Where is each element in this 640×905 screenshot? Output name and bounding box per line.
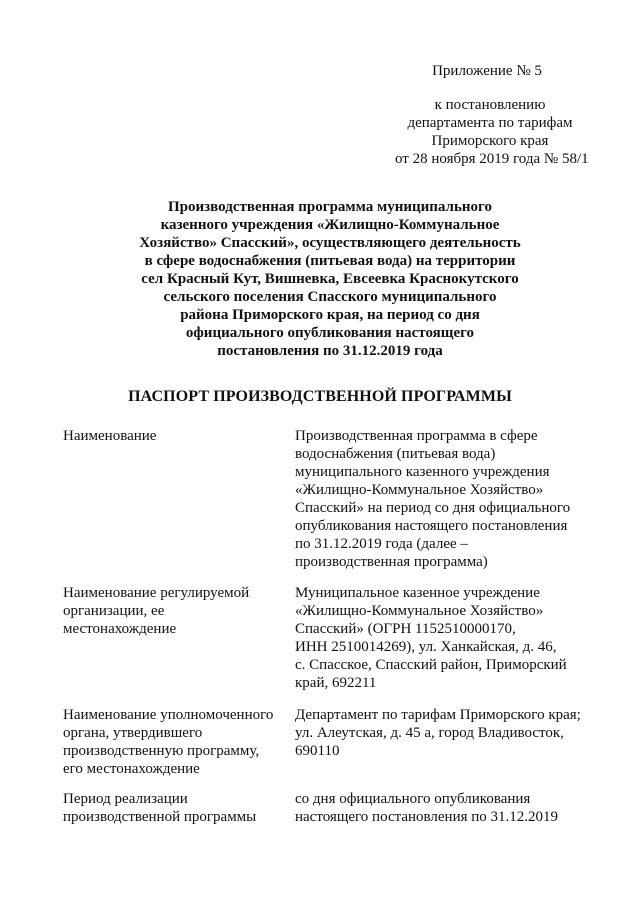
value-line: муниципального казенного учреждения xyxy=(295,464,550,480)
value-line: со дня официального опубликования xyxy=(295,791,531,807)
value-line: «Жилищно-Коммунальное Хозяйство» xyxy=(295,482,544,498)
annex-line: от 28 ноября 2019 года № 58/1 xyxy=(395,151,589,167)
value-line: 690110 xyxy=(295,743,340,759)
value-line: ул. Алеутская, д. 45 а, город Владивосток, xyxy=(295,725,564,741)
label-line: производственной программы xyxy=(63,809,257,825)
value-line: ИНН 2510014269), ул. Ханкайская, д. 46, xyxy=(295,639,557,655)
row-value xyxy=(295,427,585,571)
heading-line: официального опубликования настоящего xyxy=(185,325,475,341)
annex-line: Приморского края xyxy=(431,133,549,149)
value-line: производственная программа) xyxy=(295,554,488,570)
annex-line: к постановлению xyxy=(434,97,546,113)
value-line: с. Спасское, Спасский район, Приморский xyxy=(295,657,567,673)
annex-block xyxy=(395,62,589,168)
label-line: Наименование уполномоченного xyxy=(63,707,274,723)
label-line: Наименование регулируемой xyxy=(63,585,250,601)
heading-line: постановления по 31.12.2019 года xyxy=(217,343,443,359)
passport-title: ПАСПОРТ ПРОИЗВОДСТВЕННОЙ ПРОГРАММЫ xyxy=(128,388,512,405)
row-label xyxy=(63,790,285,826)
value-line: по 31.12.2019 года (далее – xyxy=(295,536,468,552)
row-label xyxy=(63,584,285,638)
heading-line: сел Красный Кут, Вишневка, Евсеевка Краснокутского xyxy=(141,271,519,287)
label-line: производственную программу, xyxy=(63,743,260,759)
value-line: край, 692211 xyxy=(295,675,377,691)
value-line: водоснабжения (питьевая вода) xyxy=(295,446,496,462)
value-line: Спасский» на период со дня официального xyxy=(295,500,571,516)
value-line: опубликования настоящего постановления xyxy=(295,518,568,534)
row-value xyxy=(295,706,585,760)
value-line: Спасский» (ОГРН 1152510000170, xyxy=(295,621,516,637)
heading-line: казенного учреждения «Жилищно-Коммунальное xyxy=(160,217,500,233)
annex-line: департамента по тарифам xyxy=(407,115,573,131)
heading-line: сельского поселения Спасского муниципального xyxy=(163,289,497,305)
value-line: Муниципальное казенное учреждение xyxy=(295,585,540,601)
label-line: Наименование xyxy=(63,428,157,444)
label-line: организации, ее xyxy=(63,603,165,619)
heading-line: Хозяйство» Спасский», осуществляющего деятельность xyxy=(139,235,521,251)
value-line: «Жилищно-Коммунальное Хозяйство» xyxy=(295,603,544,619)
row-label xyxy=(63,427,285,445)
value-line: Производственная программа в сфере xyxy=(295,428,538,444)
row-label xyxy=(63,706,285,778)
value-line: настоящего постановления по 31.12.2019 xyxy=(295,809,559,825)
value-line: Департамент по тарифам Приморского края; xyxy=(295,707,581,723)
heading-line: в сфере водоснабжения (питьевая вода) на территории xyxy=(144,253,516,269)
label-line: его местонахождение xyxy=(63,761,200,777)
label-line: местонахождение xyxy=(63,621,177,637)
program-heading xyxy=(120,198,540,360)
row-value xyxy=(295,790,585,826)
annex-title: Приложение № 5 xyxy=(432,63,542,79)
heading-line: Производственная программа муниципального xyxy=(168,199,492,215)
label-line: органа, утвердившего xyxy=(63,725,203,741)
label-line: Период реализации xyxy=(63,791,188,807)
heading-line: района Приморского края, на период со дня xyxy=(180,307,480,323)
annex-spacer xyxy=(395,80,585,96)
row-value xyxy=(295,584,585,692)
